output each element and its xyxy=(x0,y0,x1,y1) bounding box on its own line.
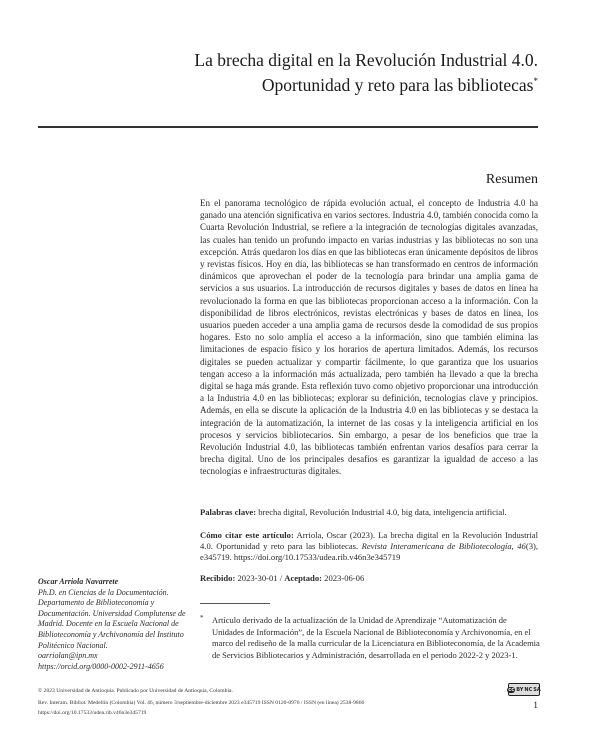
cc-icon: cc xyxy=(508,686,515,693)
keywords xyxy=(200,507,538,518)
citation-doi-link[interactable]: https://doi.org/10.17533/udea.rib.v46n3e345719 xyxy=(233,552,401,563)
footnote-text: Artículo derivado de la actualización de la Unidad de Aprendizaje “Automatización de Unidades de Información”, de la Escuela Nacional de Biblioteconomía y Archivonomía, en el marco del rediseño de la malla curricular de la Licenciatura en Biblioteconomía, de la Academia de Servicios Bibliotecarios y Administración, desarrollada en el periodo 2022-2 y 2023-1. xyxy=(212,615,540,660)
author-affiliation: Ph.D. en Ciencias de la Documentación. Departamento de Biblioteconomía y Documentación. Universidad Complutense de Madrid. Docente en la Escuela Nacional de Biblioteconomía y Archivonomía del Instituto Politécnico Nacional. xyxy=(38,587,186,650)
keywords-label: Palabras clave: xyxy=(200,507,257,517)
by-icon: BY xyxy=(516,686,524,693)
author-block xyxy=(38,577,188,672)
citation-text: Arriola, Oscar (2023). La brecha digital en la Revolución Industrial 4.0. Oportunidad y reto para las bibliotecas. xyxy=(200,530,538,552)
title-line-2 xyxy=(98,71,538,96)
page-number: 1 xyxy=(533,701,538,711)
journal-info: Rev. Interam. Bibliot. Medellín (Colombia) Vol. 46, número 3/septiembre-diciembre 2023 e345719 ISSN 0120-0976 / ISSN (en línea) 2538-9866 xyxy=(38,700,365,706)
article-title xyxy=(98,50,538,96)
header-divider xyxy=(38,126,538,128)
doi-link[interactable]: https://doi.org/10.17533/udea.rib.v46n3e345719 xyxy=(38,710,147,716)
citation-issue: (3), e345719. xyxy=(200,541,539,563)
dates: Recibido: 2023-30-01 / Aceptado: 2023-06-06 xyxy=(200,573,365,583)
title-footnote-mark[interactable]: * xyxy=(533,76,538,86)
footnote-mark: * xyxy=(200,614,204,622)
accepted-label: Aceptado: xyxy=(284,573,322,583)
keywords-text: brecha digital, Revolución Industrial 4.0, big data, inteligencia artificial. xyxy=(258,507,507,517)
author-name: Oscar Arriola Navarrete xyxy=(38,577,119,586)
cc-license-badge[interactable] xyxy=(508,683,540,696)
received-label: Recibido: xyxy=(200,573,236,583)
received-date: 2023-30-01 xyxy=(237,573,278,583)
accepted-date: 2023-06-06 xyxy=(324,573,365,583)
citation-journal: Revista Interamericana de Bibliotecología, 46 xyxy=(361,541,526,552)
footnote xyxy=(200,615,540,661)
citation xyxy=(200,530,538,564)
author-orcid-link[interactable]: https://orcid.org/0000-0002-2911-4656 xyxy=(38,661,164,671)
title-line-2-text: Oportunidad y reto para las bibliotecas xyxy=(261,74,534,95)
abstract-heading: Resumen xyxy=(485,172,538,187)
citation-label: Cómo citar este artículo: xyxy=(200,530,294,540)
copyright-notice: © 2023 Universidad de Antioquia. Publicado por Universidad de Antioquia, Colombia. xyxy=(38,688,233,694)
abstract-text: En el panorama tecnológico de rápida evolución actual, el concepto de Industria 4.0 ha ganado una atención significativa en varios sectores. Industria 4.0, también conocida como la Cuarta Revolución Industrial, se refiere a la integración de tecnologías digitales avanzadas, las cuales han tenido un profundo impacto en varias industrias y las bibliotecas no son una excepción. Atrás quedaron los días en que las bibliotecas eran únicamente depósitos de libros y revistas físicos. Hoy en día, las bibliotecas se han transformado en centros de información dinámicos que aprovechan el poder de la tecnología para brindar una amplia gama de servicios a sus usuarios. La introducción de recursos digitales y bases de datos en línea ha revolucionado la forma en que las bibliotecas proporcionan acceso a la información. Con la disponibilidad de libros electrónicos, revistas electrónicas y bases de datos en línea, los usuarios pueden acceder a una amplia gama de recursos desde la comodidad de sus propios hogares. Esto no solo amplía el acceso a la información, sino que también elimina las limitaciones de espacio físico y los horarios de apertura limitados. Además, los recursos digitales se pueden actualizar y compartir fácilmente, lo que garantiza que los usuarios tengan acceso a la información más actualizada, pero también ha llevado a que la brecha digital se haga más grande. Esta reflexión tuvo como objetivo proporcionar una introducción a la Industria 4.0 en las bibliotecas; explorar su definición, tecnologías clave y principios. Además, en ella se discute la aplicación de la Industria 4.0 en las bibliotecas y se destaca la integración de la automatización, la internet de las cosas y la inteligencia artificial en los procesos y servicios bibliotecarios. Sin embargo, a pesar de los beneficios que trae la Revolución Industrial 4.0, las bibliotecas también enfrentan varios desafíos para cerrar la brecha digital. Uno de los principales desafíos es garantizar la igualdad de acceso a las tecnologías e infraestructuras digitales. xyxy=(200,198,538,477)
author-email-link[interactable]: oarriolan@ipn.mx xyxy=(38,651,98,661)
title-line-1: La brecha digital en la Revolución Industrial 4.0. xyxy=(194,50,538,70)
nc-icon: NC xyxy=(524,686,533,693)
footnote-divider xyxy=(200,603,270,604)
sa-icon: SA xyxy=(533,686,541,693)
